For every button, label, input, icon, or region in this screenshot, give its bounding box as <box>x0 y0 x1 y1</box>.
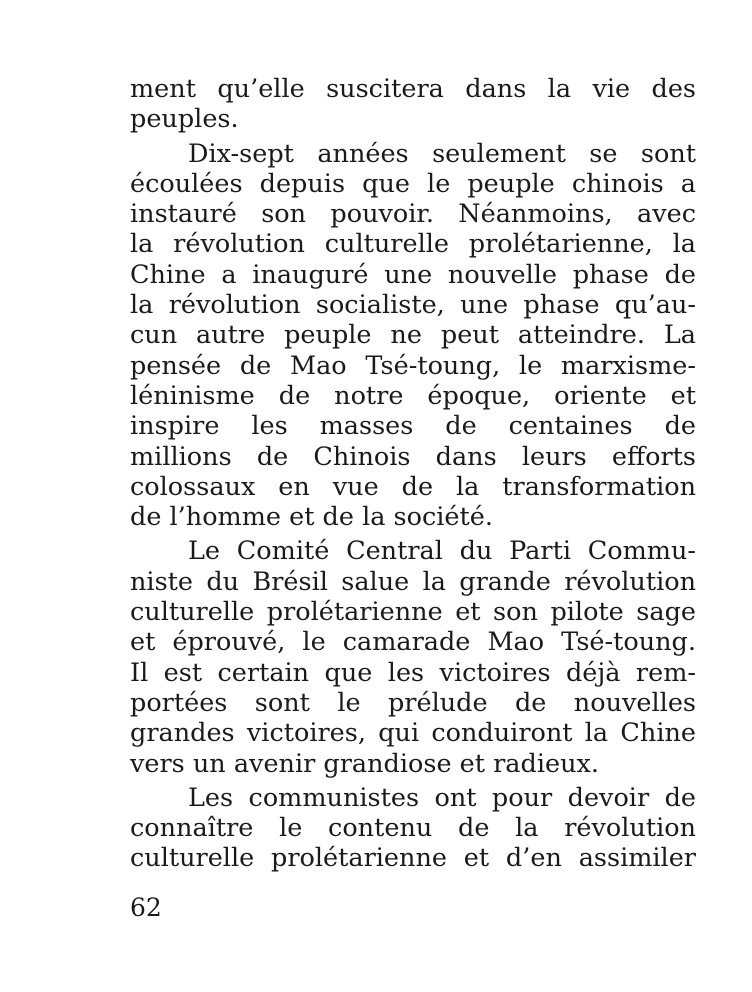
text-line: grandes victoires, qui conduiront la Chine <box>130 718 696 749</box>
text-line: inspire les masses de centaines de <box>130 411 696 442</box>
text-line: et éprouvé, le camarade Mao Tsé-toung. <box>130 627 696 658</box>
text-line: culturelle prolétarienne et son pilote sage <box>130 597 696 628</box>
text-line: peuples. <box>130 104 239 135</box>
text-line: instauré son pouvoir. Néanmoins, avec <box>130 199 696 230</box>
text-line: cun autre peuple ne peut atteindre. La <box>130 320 696 351</box>
text-line: culturelle prolétarienne et d’en assimiler <box>130 843 696 874</box>
paragraph-1 <box>130 74 696 135</box>
text-line: la révolution socialiste, une phase qu’au- <box>130 290 696 321</box>
text-line: pensée de Mao Tsé-toung, le marxisme- <box>130 350 696 381</box>
text-line: millions de Chinois dans leurs efforts <box>130 441 696 472</box>
text-line: léninisme de notre époque, oriente et <box>130 380 696 411</box>
text-line: niste du Brésil salue la grande révolution <box>130 566 696 597</box>
text-line: Chine a inauguré une nouvelle phase de <box>130 259 696 290</box>
paragraph-2 <box>130 139 696 533</box>
paragraph-3 <box>130 536 696 778</box>
body-text <box>130 74 696 878</box>
text-line: Dix-sept années seulement se sont <box>188 138 696 169</box>
text-line: Il est certain que les victoires déjà rem- <box>130 657 696 688</box>
text-line: écoulées depuis que le peuple chinois a <box>130 168 696 199</box>
text-line: Le Comité Central du Parti Commu- <box>188 536 696 567</box>
page-number: 62 <box>130 893 162 922</box>
text-line: portées sont le prélude de nouvelles <box>130 687 696 718</box>
text-line: Les communistes ont pour devoir de <box>188 782 696 813</box>
text-line: de l’homme et de la société. <box>130 502 493 533</box>
text-line: la révolution culturelle prolétarienne, la <box>130 229 696 260</box>
paragraph-4 <box>130 783 696 874</box>
text-line: ment qu’elle suscitera dans la vie des <box>130 74 696 104</box>
text-line: connaître le contenu de la révolution <box>130 813 696 844</box>
text-line: colossaux en vue de la transformation <box>130 471 696 502</box>
text-line: vers un avenir grandiose et radieux. <box>130 748 599 779</box>
